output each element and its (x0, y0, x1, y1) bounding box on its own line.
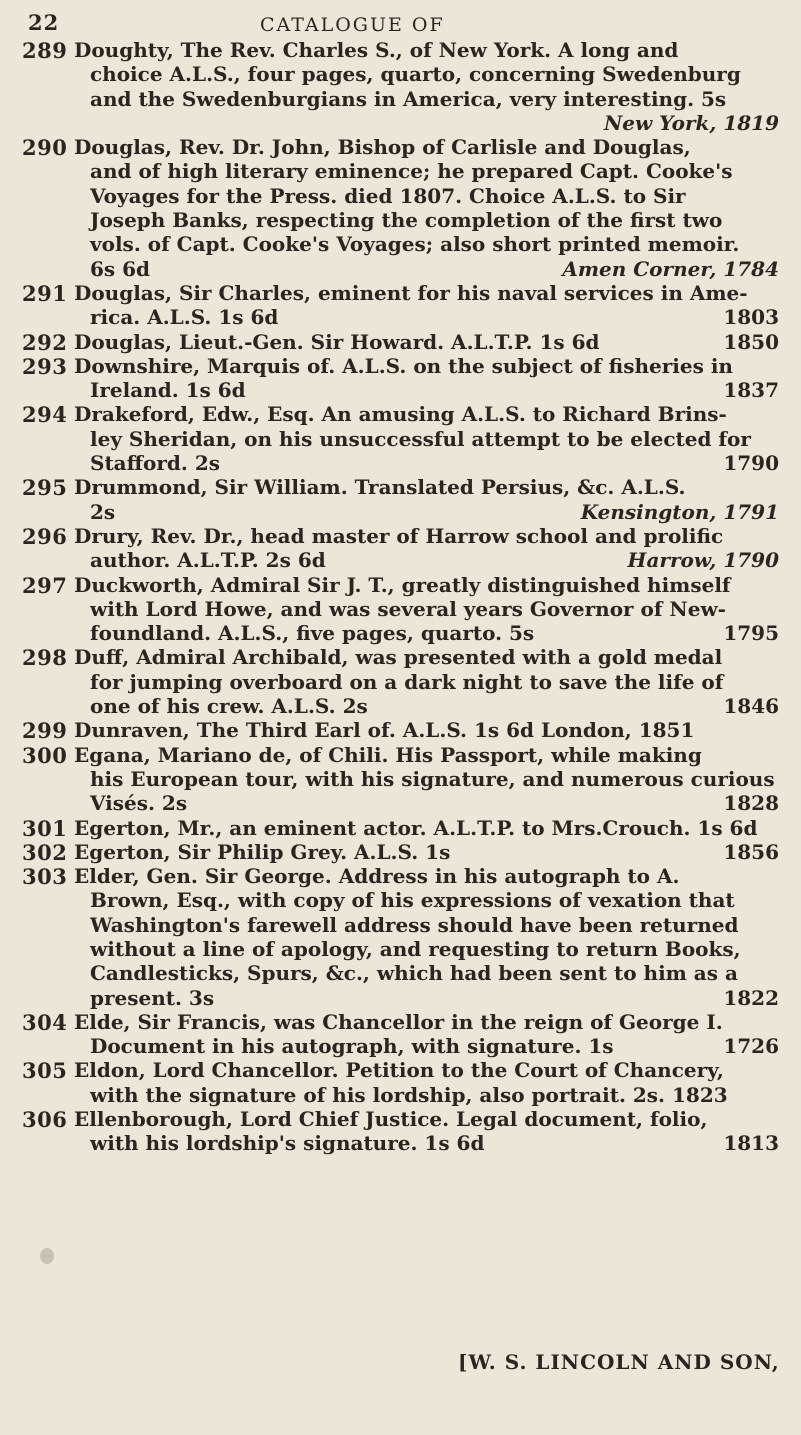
line-text: Drury, Rev. Dr., head master of Harrow school and prolific (74, 523, 724, 548)
entry-number: 293 (22, 353, 68, 379)
entry-line (74, 378, 779, 402)
entry-line (74, 888, 779, 912)
entry-line (74, 1058, 779, 1082)
line-date: 1790 (723, 451, 779, 476)
line-text: foundland. A.L.S., five pages, quarto. 5s (90, 621, 535, 646)
line-text: author. A.L.T.P. 2s 6d (90, 548, 326, 573)
entry-number: 306 (22, 1107, 68, 1133)
entry-line (74, 791, 779, 815)
entry-line (74, 330, 779, 354)
entry-number: 297 (22, 572, 68, 598)
entry-text (74, 524, 779, 573)
catalogue-entry (0, 135, 801, 281)
line-text: Duckworth, Admiral Sir J. T., greatly distinguished himself (74, 572, 731, 597)
line-date: 1850 (723, 329, 779, 354)
line-text: rica. A.L.S. 1s 6d (90, 305, 279, 330)
line-date: 1726 (723, 1034, 779, 1059)
entry-text (74, 135, 779, 281)
line-text: Eldon, Lord Chancellor. Petition to the Court of Chancery, (74, 1058, 724, 1083)
line-text: vols. of Capt. Cooke's Voyages; also short printed memoir. (90, 232, 740, 257)
entry-number: 291 (22, 280, 68, 306)
catalogue-entry (0, 38, 801, 135)
entry-line (74, 597, 779, 621)
line-text: Drakeford, Edw., Esq. An amusing A.L.S. to Richard Brins- (74, 402, 727, 427)
catalogue-entry (0, 816, 801, 840)
line-text: Douglas, Lieut.-Gen. Sir Howard. A.L.T.P. 1s 6d (74, 329, 600, 354)
line-text: Dunraven, The Third Earl of. A.L.S. 1s 6d London, 1851 (74, 718, 695, 743)
entry-text (74, 1107, 779, 1156)
entry-text (74, 743, 779, 816)
line-text: one of his crew. A.L.S. 2s (90, 694, 368, 719)
entry-line (74, 451, 779, 475)
line-text: 6s 6d (90, 256, 151, 281)
entry-line (74, 1107, 779, 1131)
line-text: Duff, Admiral Archibald, was presented with a gold medal (74, 645, 723, 670)
entry-line (74, 816, 779, 840)
running-head: CATALOGUE OF (260, 14, 445, 36)
entry-text (74, 281, 779, 330)
line-date: 1828 (723, 791, 779, 816)
line-text: Drummond, Sir William. Translated Persius, &c. A.L.S. (74, 475, 686, 500)
entry-text (74, 1010, 779, 1059)
line-date: 1856 (723, 839, 779, 864)
line-text: Doughty, The Rev. Charles S., of New York. A long and (74, 38, 679, 62)
entry-line (74, 1131, 779, 1155)
catalogue-entry (0, 281, 801, 330)
entry-line (74, 427, 779, 451)
entry-number: 294 (22, 402, 68, 428)
entry-text (74, 38, 779, 135)
catalogue-entry (0, 354, 801, 403)
entry-line (74, 645, 779, 669)
line-text: ley Sheridan, on his unsuccessful attempt to be elected for (90, 426, 751, 451)
line-text: choice A.L.S., four pages, quarto, concerning Swedenburg (90, 62, 741, 87)
entry-line (74, 62, 779, 86)
paper-stain (40, 1248, 54, 1264)
entry-text (74, 330, 779, 354)
entry-line (74, 111, 779, 135)
line-text: present. 3s (90, 985, 215, 1010)
line-text: Downshire, Marquis of. A.L.S. on the subject of fisheries in (74, 353, 733, 378)
line-date: 1822 (723, 985, 779, 1010)
catalogue-entry (0, 524, 801, 573)
entry-number: 299 (22, 718, 68, 744)
catalogue-entries (0, 38, 801, 1156)
line-date: 1795 (723, 621, 779, 646)
line-text: Brown, Esq., with copy of his expressions of vexation that (90, 888, 735, 913)
entry-line (74, 743, 779, 767)
entry-line (74, 305, 779, 329)
entry-line (74, 184, 779, 208)
entry-text (74, 816, 779, 840)
entry-number: 298 (22, 645, 68, 671)
entry-number: 300 (22, 742, 68, 768)
line-text: Document in his autograph, with signature. 1s (90, 1034, 614, 1059)
line-text: Candlesticks, Spurs, &c., which had been sent to him as a (90, 961, 738, 986)
line-text: his European tour, with his signature, and numerous curious (90, 766, 775, 791)
entry-text (74, 573, 779, 646)
entry-line (74, 159, 779, 183)
line-date: New York, 1819 (603, 110, 779, 135)
line-text: Visés. 2s (90, 791, 188, 816)
page-header (0, 6, 801, 38)
line-text: Stafford. 2s (90, 451, 221, 476)
entry-line (74, 475, 779, 499)
entry-line (74, 718, 779, 742)
entry-line (74, 913, 779, 937)
entry-number: 303 (22, 864, 68, 890)
line-text: Washington's farewell address should have been returned (90, 912, 739, 937)
line-text: Ireland. 1s 6d (90, 378, 246, 403)
entry-line (74, 937, 779, 961)
line-text: Egana, Mariano de, of Chili. His Passport, while making (74, 742, 702, 767)
line-date: 1803 (723, 305, 779, 330)
line-text: 2s (90, 499, 116, 524)
catalogue-entry (0, 1058, 801, 1107)
entry-number: 302 (22, 839, 68, 865)
entry-line (74, 38, 779, 62)
line-text: with the signature of his lordship, also portrait. 2s. 1823 (90, 1082, 728, 1107)
entry-text (74, 402, 779, 475)
page-footer (0, 1350, 801, 1380)
catalogue-entry (0, 840, 801, 864)
line-text: Douglas, Sir Charles, eminent for his naval services in Ame- (74, 280, 748, 305)
entry-line (74, 1034, 779, 1058)
line-text: Elde, Sir Francis, was Chancellor in the reign of George I. (74, 1009, 723, 1034)
entry-text (74, 645, 779, 718)
entry-line (74, 500, 779, 524)
entry-text (74, 864, 779, 1010)
line-text: and the Swedenburgians in America, very interesting. 5s (90, 86, 727, 111)
entry-line (74, 548, 779, 572)
line-text: Voyages for the Press. died 1807. Choice A.L.S. to Sir (90, 183, 686, 208)
line-text: for jumping overboard on a dark night to save the life of (90, 669, 724, 694)
entry-number: 290 (22, 135, 68, 161)
catalogue-entry (0, 718, 801, 742)
line-text: with his lordship's signature. 1s 6d (90, 1131, 485, 1156)
line-text: and of high literary eminence; he prepared Capt. Cooke's (90, 159, 733, 184)
catchword: [W. S. LINCOLN AND SON, (458, 1350, 780, 1374)
entry-number: 305 (22, 1058, 68, 1084)
entry-text (74, 475, 779, 524)
entry-line (74, 767, 779, 791)
catalogue-entry (0, 573, 801, 646)
entry-line (74, 694, 779, 718)
line-text: Egerton, Sir Philip Grey. A.L.S. 1s (74, 839, 451, 864)
entry-number: 295 (22, 475, 68, 501)
line-date: Harrow, 1790 (627, 548, 779, 573)
entry-line (74, 87, 779, 111)
entry-text (74, 1058, 779, 1107)
catalogue-entry (0, 1107, 801, 1156)
line-date: Kensington, 1791 (580, 499, 779, 524)
entry-line (74, 573, 779, 597)
entry-number: 304 (22, 1009, 68, 1035)
entry-line (74, 986, 779, 1010)
entry-number: 301 (22, 815, 68, 841)
entry-text (74, 354, 779, 403)
catalogue-entry (0, 743, 801, 816)
entry-line (74, 961, 779, 985)
entry-number: 292 (22, 329, 68, 355)
entry-line (74, 257, 779, 281)
catalogue-entry (0, 402, 801, 475)
entry-text (74, 840, 779, 864)
catalogue-entry (0, 330, 801, 354)
entry-line (74, 840, 779, 864)
line-text: Joseph Banks, respecting the completion of the first two (90, 208, 723, 233)
entry-line (74, 281, 779, 305)
line-text: without a line of apology, and requesting to return Books, (90, 936, 741, 961)
entry-line (74, 670, 779, 694)
entry-line (74, 232, 779, 256)
line-date: Amen Corner, 1784 (562, 256, 779, 281)
line-text: Egerton, Mr., an eminent actor. A.L.T.P. to Mrs.Crouch. 1s 6d (74, 815, 758, 840)
line-text: with Lord Howe, and was several years Governor of New- (90, 596, 726, 621)
line-date: 1813 (723, 1131, 779, 1156)
entry-number: 296 (22, 523, 68, 549)
entry-line (74, 208, 779, 232)
catalogue-entry (0, 1010, 801, 1059)
line-date: 1846 (723, 694, 779, 719)
entry-line (74, 402, 779, 426)
entry-line (74, 621, 779, 645)
entry-line (74, 1083, 779, 1107)
catalogue-entry (0, 475, 801, 524)
entry-line (74, 1010, 779, 1034)
line-text: Douglas, Rev. Dr. John, Bishop of Carlisle and Douglas, (74, 135, 691, 160)
page-number: 22 (28, 10, 60, 35)
entry-line (74, 524, 779, 548)
entry-number: 289 (22, 38, 68, 63)
entry-line (74, 135, 779, 159)
line-date: 1837 (723, 378, 779, 403)
line-text: Elder, Gen. Sir George. Address in his autograph to A. (74, 864, 680, 889)
entry-text (74, 718, 779, 742)
line-text: Ellenborough, Lord Chief Justice. Legal document, folio, (74, 1107, 708, 1132)
entry-line (74, 354, 779, 378)
entry-line (74, 864, 779, 888)
catalogue-entry (0, 645, 801, 718)
catalogue-entry (0, 864, 801, 1010)
